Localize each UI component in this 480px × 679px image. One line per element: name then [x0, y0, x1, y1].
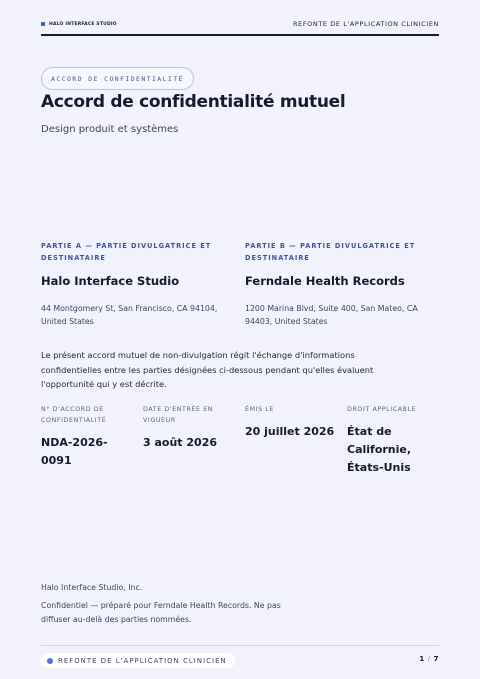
party-a-label: PARTIE A — PARTIE DIVULGATRICE ET DESTINATAIRE [41, 242, 212, 262]
meta-issued-on [245, 404, 341, 441]
meta-value: 20 juillet 2026 [245, 425, 335, 438]
meta-value: État de Californie, États-Unis [347, 425, 412, 474]
page-number [419, 655, 439, 663]
meta-effective-date [143, 404, 239, 452]
page-title: Accord de confidentialité mutuel [41, 92, 346, 112]
document-type-badge: ACCORD DE CONFIDENTIALITÉ [41, 67, 194, 90]
status-dot-icon [47, 658, 53, 664]
brand-name: HALO INTERFACE STUDIO [49, 21, 117, 27]
intro-paragraph: Le présent accord mutuel de non-divulgation régit l'échange d'informations confidentielles entre les parties désignées ci-dessous pendant qu'elles évaluent l'opportunité qui y est décrite. [41, 350, 374, 389]
footer-chip-label: REFONTE DE L'APPLICATION CLINICIEN [58, 656, 227, 665]
page-header [41, 14, 439, 36]
meta-label: DROIT APPLICABLE [347, 406, 417, 413]
page-current: 1 [419, 655, 425, 663]
footer-confidential-note: Confidentiel — préparé pour Ferndale Health Records. Ne pas diffuser au-delà des parties nommées. [41, 601, 281, 624]
page-total: 7 [433, 655, 439, 663]
party-b-label: PARTIE B — PARTIE DIVULGATRICE ET DESTINATAIRE [245, 242, 416, 262]
meta-value: NDA-2026-0091 [41, 436, 108, 467]
meta-label: ÉMIS LE [245, 406, 274, 413]
party-a-name: Halo Interface Studio [41, 274, 180, 288]
party-b-block [245, 241, 427, 328]
party-b-address: 1200 Marina Blvd, Suite 400, San Mateo, CA 94403, United States [245, 304, 418, 326]
party-a-block [41, 241, 223, 328]
meta-label: N° D'ACCORD DE CONFIDENTIALITÉ [41, 406, 107, 424]
brand [41, 22, 117, 27]
project-name: REFONTE DE L'APPLICATION CLINICIEN [293, 20, 439, 28]
page-subtitle: Design produit et systèmes [41, 124, 179, 135]
meta-value: 3 août 2026 [143, 436, 217, 449]
meta-agreement-number [41, 404, 137, 470]
meta-governing-law [347, 404, 439, 477]
page-separator: / [427, 655, 431, 663]
footer-divider [41, 645, 439, 646]
footer-organization: Halo Interface Studio, Inc. [41, 583, 143, 592]
party-a-address: 44 Montgomery St, San Francisco, CA 94104, United States [41, 304, 218, 326]
meta-label: DATE D'ENTRÉE EN VIGUEUR [143, 406, 214, 424]
brand-logo-icon [41, 22, 45, 26]
footer-project-chip [41, 653, 235, 668]
party-b-name: Ferndale Health Records [245, 274, 405, 288]
